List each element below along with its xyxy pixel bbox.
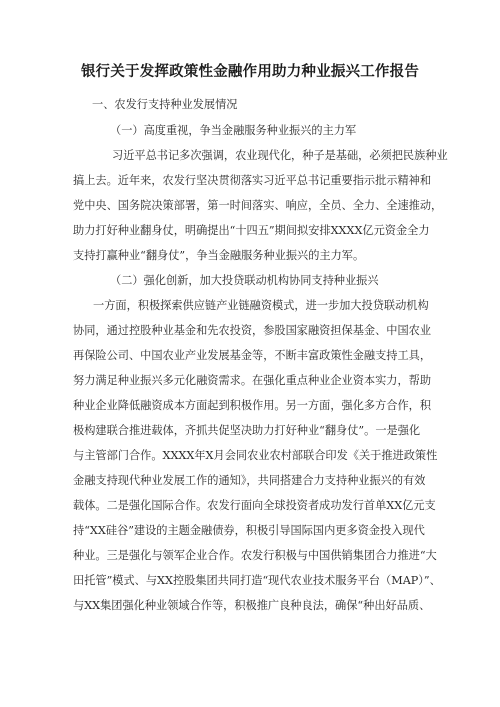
paragraph-line: 极构建联合推进载体，齐抓共促坚决助力打好种业“翻身仗”。一是强化: [73, 424, 421, 437]
paragraph-line: 再保险公司、中国农业产业发展基金等，不断丰富政策性金融支持工具，: [73, 349, 432, 362]
paragraph-line: 一方面，积极探索供应链产业链融资模式，进一步加大投贷联动机构: [93, 299, 429, 312]
paragraph-line: 田托管”模式、与XX控股集团共同打造“现代农业技术服务平台（MAP）”、: [73, 574, 441, 587]
subsection-heading: （二）强化创新，加大投贷联动机构协同支持种业振兴: [110, 274, 379, 287]
section-heading: 一、农发行支持种业发展情况: [92, 98, 238, 111]
paragraph-line: 与XX集团强化种业领域合作等，积极推广良种良法，确保“种出好品质、: [73, 599, 431, 612]
paragraph-line: 协同，通过控股种业基金和先农投资，参股国家融资担保基金、中国农业: [73, 324, 432, 337]
paragraph-line: 种业。三是强化与领军企业合作。农发行积极与中国供销集团合力推进“大: [73, 549, 437, 562]
document-title: 银行关于发挥政策性金融作用助力种业振兴工作报告: [80, 64, 420, 80]
paragraph-line: 金融支持现代种业发展工作的通知》，共同搭建合力支持种业振兴的有效: [73, 474, 426, 487]
paragraph-line: 搞上去。近年来，农发行坚决贯彻落实习近平总书记重要指示批示精神和: [73, 174, 432, 187]
paragraph-line: 持“XX硅谷”建设的主题金融债券，积极引导国际国内更多资金投入现代: [73, 524, 425, 537]
paragraph-line: 与主管部门合作。XXXX年X月会同农业农村部联合印发《关于推进政策性: [73, 449, 438, 462]
paragraph-line: 载体。二是强化国际合作。农发行面向全球投资者成功发行首单XX亿元支: [73, 499, 436, 512]
paragraph-line: 种业企业降低融资成本方面起到积极作用。另一方面，强化多方合作，积: [73, 399, 432, 412]
paragraph-line: 努力满足种业振兴多元化融资需求。在强化重点种业企业资本实力，帮助: [73, 374, 432, 387]
paragraph-line: 习近平总书记多次强调，农业现代化，种子是基础，必须把民族种业: [112, 149, 448, 162]
subsection-heading: （一）高度重视，争当金融服务种业振兴的主力军: [110, 124, 357, 137]
paragraph-line: 助力打好种业翻身仗，明确提出“十四五”期间拟安排XXXX亿元资金全力: [73, 224, 430, 237]
paragraph-line: 党中央、国务院决策部署，第一时间落实、响应，全员、全力、全速推动，: [73, 199, 443, 212]
paragraph-line: 支持打赢种业“翻身仗”，争当金融服务种业振兴的主力军。: [73, 249, 365, 262]
